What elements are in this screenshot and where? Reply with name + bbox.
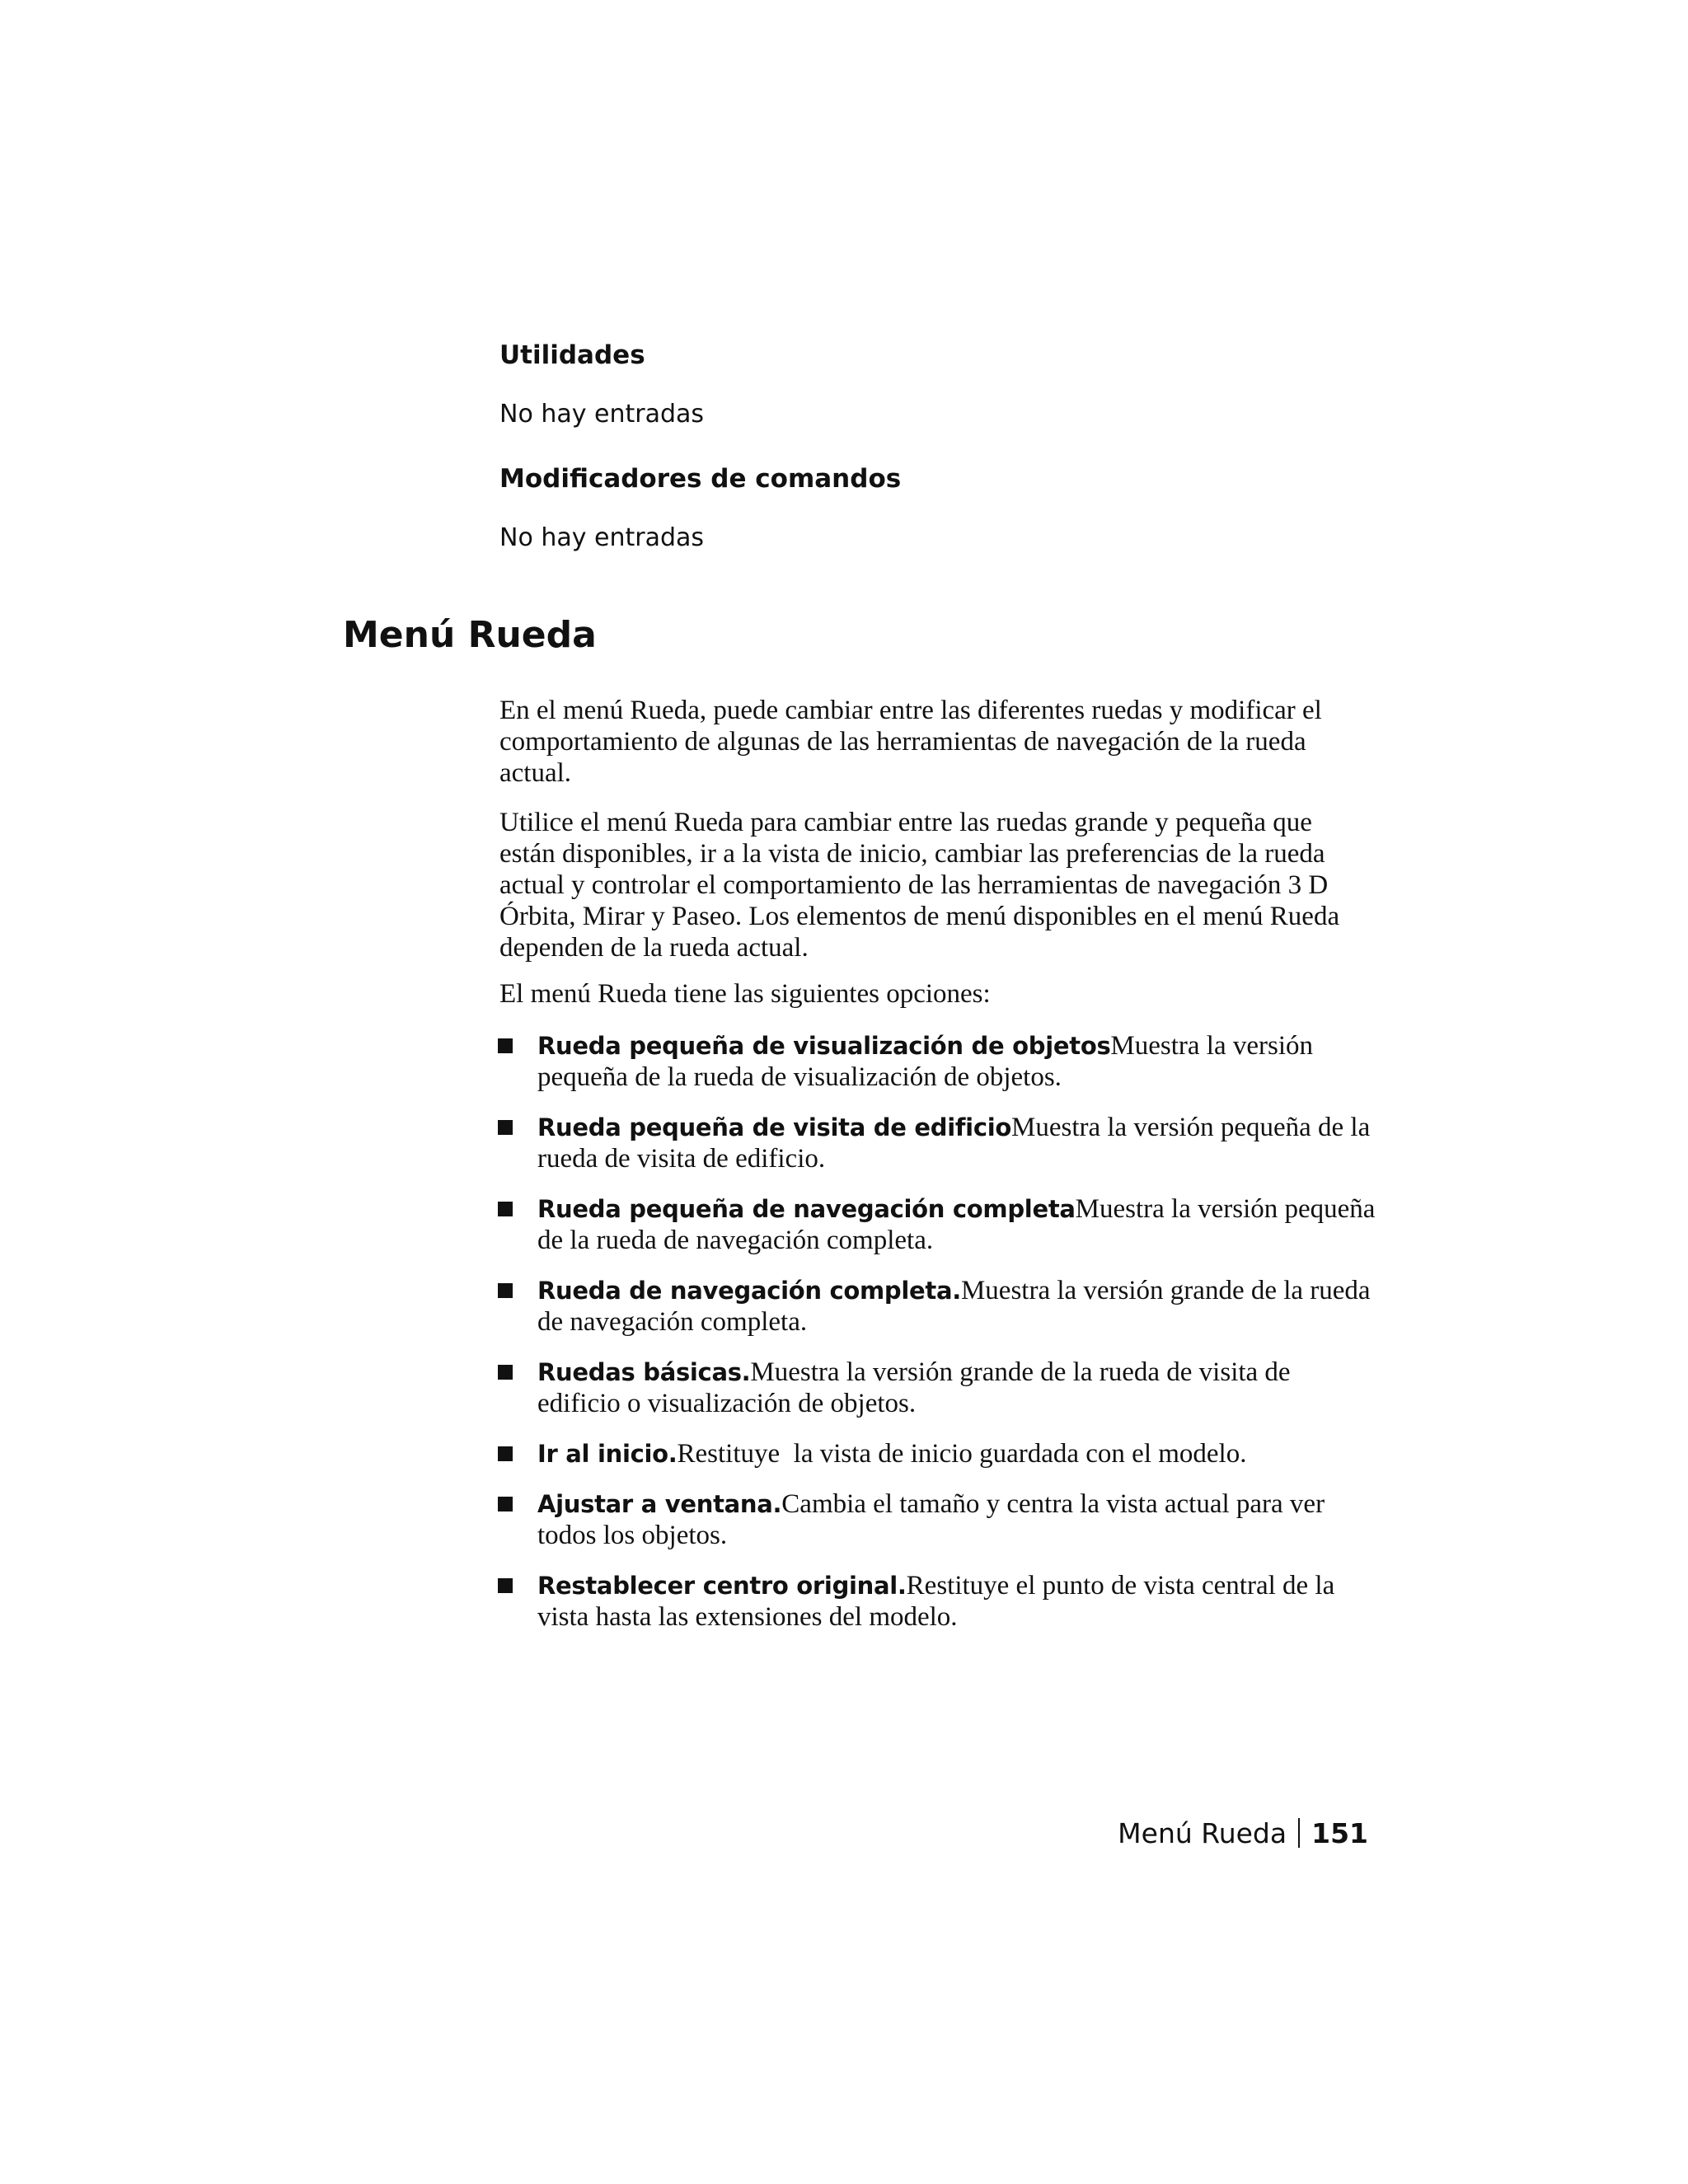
option-term: Rueda pequeña de navegación completa (537, 1195, 1076, 1223)
option-term: Rueda pequeña de visualización de objetos (537, 1032, 1111, 1060)
options-lead-paragraph: El menú Rueda tiene las siguientes opciones: (499, 979, 991, 1009)
utilidades-heading: Utilidades (499, 340, 645, 370)
section-heading: Menú Rueda (343, 614, 597, 656)
page-number: 151 (1311, 1817, 1368, 1849)
list-item (498, 1193, 1380, 1256)
option-term: Restablecer centro original. (537, 1572, 907, 1600)
bullet-square-icon (498, 1202, 513, 1216)
option-term: Ir al inicio. (537, 1440, 678, 1468)
option-term: Rueda pequeña de visita de edificio (537, 1113, 1011, 1141)
intro-paragraph: En el menú Rueda, puede cambiar entre las diferentes ruedas y modificar el comportamiento de algunas de las herramientas de navegación de la rueda actual. (499, 696, 1322, 788)
modificadores-text: No hay entradas (499, 523, 705, 552)
page-footer (1118, 1817, 1368, 1850)
bullet-square-icon (498, 1497, 513, 1511)
bullet-square-icon (498, 1446, 513, 1461)
modificadores-heading: Modificadores de comandos (499, 464, 902, 494)
option-description: Restituye la vista de inicio guardada con el modelo. (677, 1439, 1247, 1469)
bullet-square-icon (498, 1038, 513, 1053)
option-description: Muestra la versión grande de la rueda de visita de edificio o visualización de objetos. (537, 1357, 1291, 1418)
list-item (498, 1112, 1380, 1174)
options-list (498, 1030, 1380, 1652)
option-term: Ajustar a ventana. (537, 1490, 782, 1518)
option-term: Rueda de navegación completa. (537, 1277, 961, 1305)
option-description: Muestra la versión grande de la rueda de navegación completa. (537, 1276, 1371, 1337)
option-description: Muestra la versión pequeña de la rueda de visita de edificio. (537, 1113, 1371, 1174)
list-item (498, 1570, 1380, 1633)
bullet-square-icon (498, 1120, 513, 1135)
option-description: Restituye el punto de vista central de la vista hasta las extensiones del modelo. (537, 1571, 1335, 1632)
footer-divider (1298, 1818, 1300, 1848)
list-item (498, 1275, 1380, 1338)
bullet-square-icon (498, 1365, 513, 1380)
option-term: Ruedas básicas. (537, 1358, 751, 1386)
option-description: Muestra la versión pequeña de la rueda de navegación completa. (537, 1194, 1376, 1255)
option-description: Cambia el tamaño y centra la vista actual para ver todos los objetos. (537, 1489, 1325, 1550)
bullet-square-icon (498, 1283, 513, 1298)
list-item (498, 1357, 1380, 1419)
footer-section-title: Menú Rueda (1118, 1817, 1287, 1849)
bullet-square-icon (498, 1578, 513, 1593)
list-item (498, 1488, 1380, 1551)
list-item (498, 1030, 1380, 1093)
utilidades-text: No hay entradas (499, 400, 705, 429)
option-description: Muestra la versión pequeña de la rueda de visualización de objetos. (537, 1031, 1314, 1092)
usage-paragraph: Utilice el menú Rueda para cambiar entre las ruedas grande y pequeña que están disponibles, ir a la vista de inicio, cambiar las preferencias de la rueda actual y controlar el comportamiento de las herramientas de navegación 3 D Órbita, Mirar y Paseo. Los elementos de menú disponibles en el menú Rueda dependen de la rueda actual. (499, 808, 1340, 963)
list-item (498, 1438, 1380, 1469)
